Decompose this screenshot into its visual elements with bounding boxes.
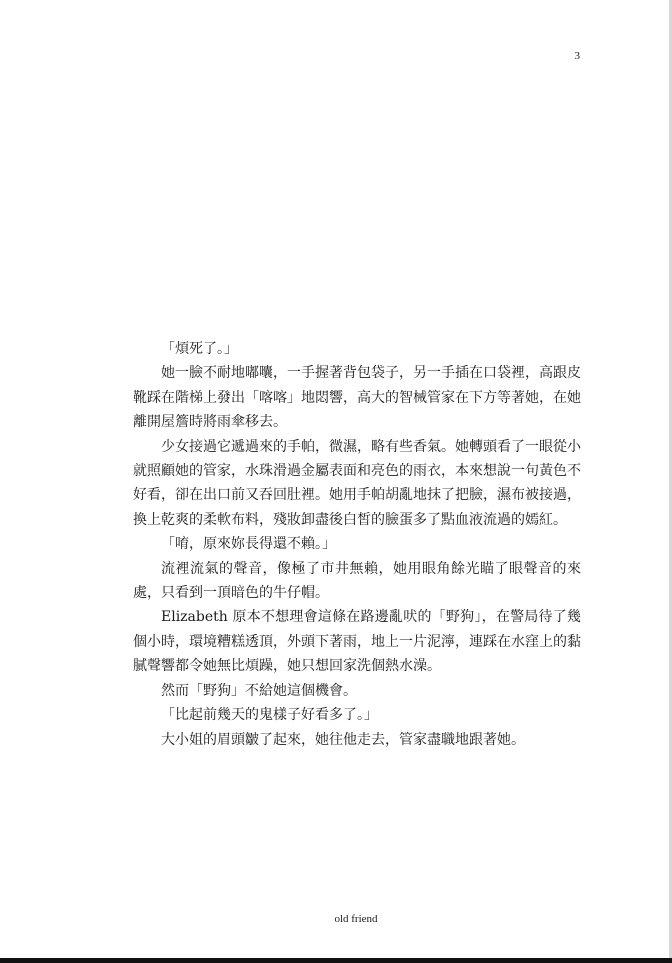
paragraph: 然而「野狗」不給她這個機會。: [161, 682, 357, 699]
paragraph: 「唷，原來妳長得還不賴。」: [161, 536, 336, 553]
paragraph: 大小姐的眉頭皺了起來，她往他走去，管家盡職地跟著她。: [161, 731, 525, 748]
bottom-bar: [0, 958, 672, 963]
paragraph: 少女接過它遞過來的手帕，微濕，略有些香氣。她轉頭看了一眼從小就照顧她的管家，水珠滑過金屬表面和亮色的雨衣，本來想說一句黃色不好看，卻在出口前又吞回肚裡。她用手帕胡亂地抹了把臉，濕布被接過，換上乾爽的柔軟布料，殘妝卸盡後白皙的臉蛋多了點血液流過的嫣紅。: [133, 438, 581, 528]
paragraph: 流裡流氣的聲音，像極了市井無賴，她用眼角餘光瞄了眼聲音的來處，只看到一頂暗色的牛仔帽。: [133, 560, 581, 602]
body-text: [133, 337, 581, 752]
paragraph: 她一臉不耐地嘟囔，一手握著背包袋子，另一手插在口袋裡，高跟皮靴踩在階梯上發出「喀喀」地悶響，高大的智械管家在下方等著她，在她離開屋簷時將雨傘移去。: [133, 365, 581, 431]
paragraph: 「煩死了。」: [161, 341, 238, 357]
paragraph: 「比起前幾天的鬼樣子好看多了。」: [161, 707, 378, 724]
page-footer: old friend: [334, 913, 378, 925]
paragraph: Elizabeth 原本不想理會這條在路邊亂吠的「野狗」，在警局待了幾個小時，環境糟糕透頂，外頭下著雨，地上一片泥濘，連踩在水窪上的黏膩聲響都令她無比煩躁，她只想回家洗個熱水澡。: [133, 609, 581, 675]
page-number: 3: [574, 50, 580, 62]
